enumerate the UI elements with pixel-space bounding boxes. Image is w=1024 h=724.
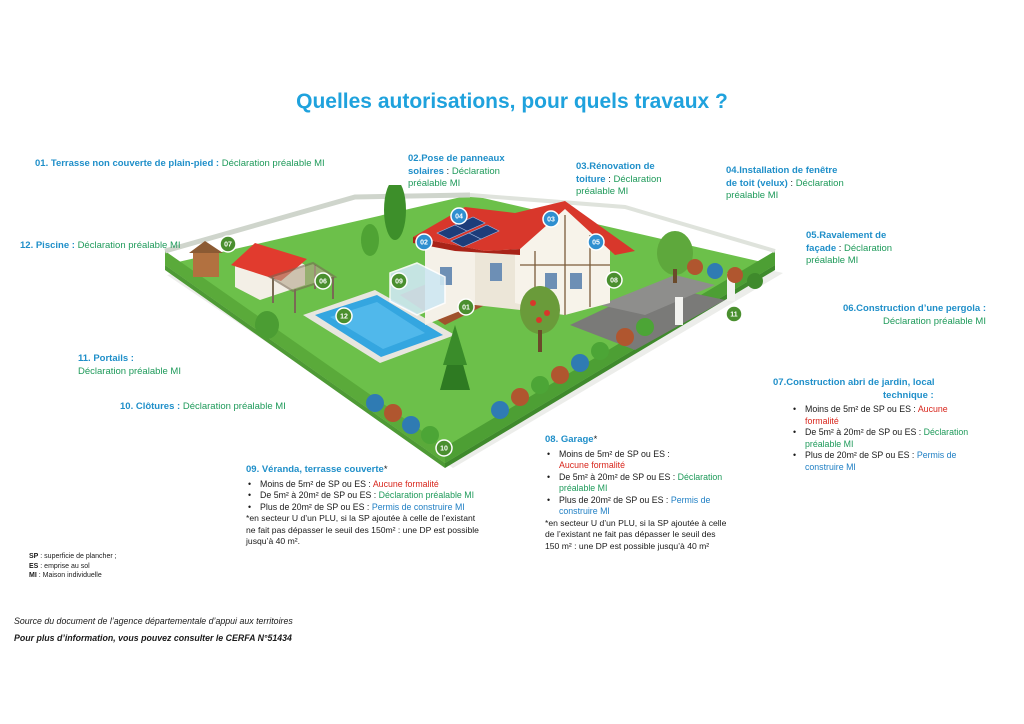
svg-text:02: 02 <box>420 239 428 247</box>
item-08: 08. Garage* • Moins de 5m² de SP ou ES : Aucune formalité • De 5m² à 20m² de SP ou ES : Déclaration préalable MI • Plus de 20m² de SP ou ES : Permis de construire MI *en secteur U d’un PLU, si la SP ajoutée à celle de l’existant ne fait pas dépasser le seuil des 150 m² : une DP est possible jusqu’à 40 m² <box>545 434 745 552</box>
svg-text:05: 05 <box>592 239 600 247</box>
svg-text:10: 10 <box>440 445 448 453</box>
page-title: Quelles autorisations, pour quels travaux ? <box>296 90 728 113</box>
svg-text:03: 03 <box>547 216 555 224</box>
item-11: 11. Portails : Déclaration préalable MI <box>78 353 181 377</box>
item-12: 12. Piscine : Déclaration préalable MI <box>20 240 181 251</box>
item-03: 03.Rénovation de toiture : Déclaration préalable MI <box>576 161 662 197</box>
item-02: 02.Pose de panneaux solaires : Déclaration préalable MI <box>408 153 505 189</box>
svg-text:04: 04 <box>455 213 463 221</box>
garden-shed <box>193 251 219 277</box>
badge-08 <box>606 272 622 288</box>
item-07: 07.Construction abri de jardin, local technique : • Moins de 5m² de SP ou ES : Aucune formalité • De 5m² à 20m² de SP ou ES : Déclaration préalable MI • Plus de 20m² de SP ou ES : Permis de construire MI <box>773 377 973 473</box>
svg-text:08: 08 <box>610 277 618 285</box>
badge-07 <box>220 236 236 252</box>
svg-text:07: 07 <box>224 241 232 249</box>
badge-04 <box>451 208 467 224</box>
badge-03 <box>543 211 559 227</box>
svg-text:01: 01 <box>462 304 470 312</box>
item-04: 04.Installation de fenêtre de toit (velux) : Déclaration préalable MI <box>726 165 844 201</box>
item-01: 01. Terrasse non couverte de plain-pied : Déclaration préalable MI <box>35 158 325 169</box>
item-10: 10. Clôtures : Déclaration préalable MI <box>120 401 286 412</box>
badge-05 <box>588 234 604 250</box>
svg-text:09: 09 <box>395 278 403 286</box>
badge-12 <box>336 308 352 324</box>
svg-text:11: 11 <box>730 311 738 319</box>
badge-01 <box>458 299 474 315</box>
item-06: 06.Construction d’une pergola : Déclaration préalable MI <box>842 303 986 327</box>
gate-post <box>675 297 683 325</box>
badge-09 <box>391 273 407 289</box>
source-note: Source du document de l’agence départementale d’appui aux territoires <box>14 616 293 626</box>
item-05: 05.Ravalement de façade : Déclaration préalable MI <box>806 230 893 266</box>
svg-text:12: 12 <box>340 313 348 321</box>
abbreviation-legend: SP : superficie de plancher ; ES : emprise au sol MI : Maison individuelle <box>29 553 117 579</box>
item-09: 09. Véranda, terrasse couverte* • Moins de 5m² de SP ou ES : Aucune formalité • De 5m² à 20m² de SP ou ES : Déclaration préalable MI • Plus de 20m² de SP ou ES : Permis de construire MI *en secteur U d’un PLU, si la SP ajoutée à celle de l’existant ne fait pas dépasser le seuil des 150m² : une DP est possible jusqu’à 40 m². <box>246 464 496 548</box>
svg-text:06: 06 <box>319 278 327 286</box>
house-illustration <box>155 185 795 470</box>
badge-11 <box>726 306 742 322</box>
more-info-note: Pour plus d’information, vous pouvez consulter le CERFA N°51434 <box>14 633 292 643</box>
badge-06 <box>315 273 331 289</box>
badge-02 <box>416 234 432 250</box>
badge-10 <box>436 440 452 456</box>
